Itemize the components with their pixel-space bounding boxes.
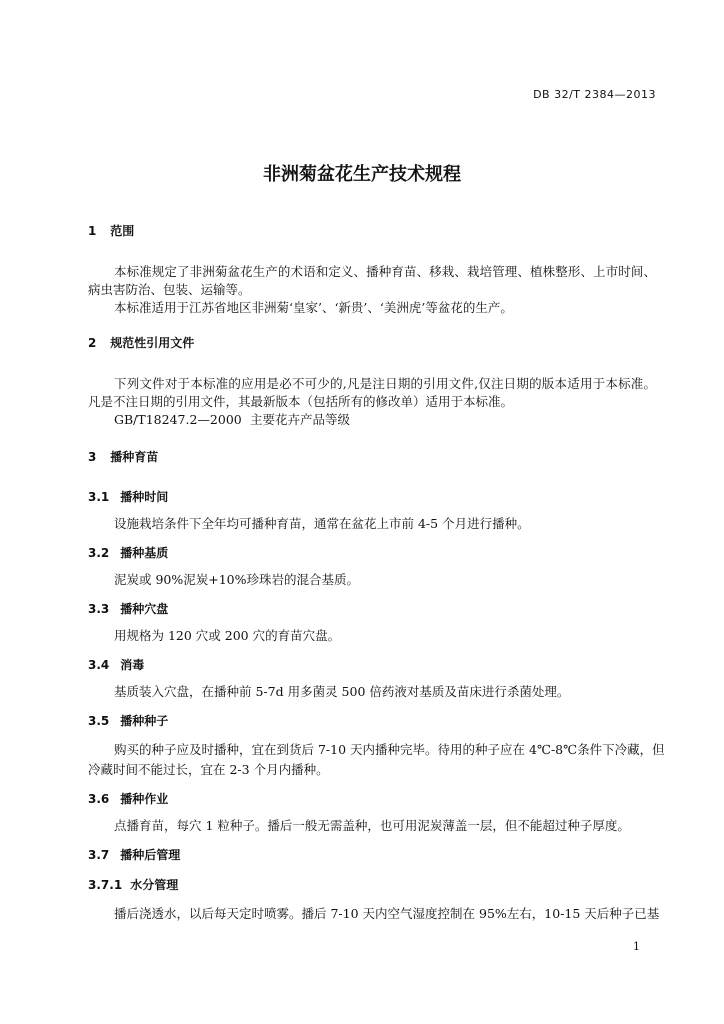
section-title: 播种基质 — [120, 546, 169, 560]
standard-number: DB 32/T 2384—2013 — [533, 88, 656, 101]
section-heading-1 — [88, 222, 134, 239]
section-title: 播种后管理 — [120, 848, 181, 862]
section-number: 1 — [88, 224, 97, 238]
section-number: 3.1 — [88, 490, 110, 504]
section-title: 规范性引用文件 — [110, 336, 195, 350]
section-number: 3.3 — [88, 602, 110, 616]
section-title: 水分管理 — [130, 878, 179, 892]
section-number: 3.6 — [88, 792, 110, 806]
reference-code: GB/T18247.2—2000 — [114, 412, 242, 427]
document-title: 非洲菊盆花生产技术规程 — [263, 164, 461, 185]
subsection-heading-3-6 — [88, 790, 168, 807]
paragraph-line: 病虫害防治、包装、运输等。 — [88, 282, 251, 297]
section-title: 播种育苗 — [110, 450, 159, 464]
subsection-heading-3-1 — [88, 488, 168, 505]
section-number: 3.4 — [88, 658, 110, 672]
section-title: 播种种子 — [120, 714, 169, 728]
subsection-heading-3-3 — [88, 600, 168, 617]
section-title: 消毒 — [120, 658, 145, 672]
section-number: 3 — [88, 450, 97, 464]
section-number: 3.2 — [88, 546, 110, 560]
section-title: 播种穴盘 — [120, 602, 169, 616]
subsection-heading-3-2 — [88, 544, 168, 561]
subsection-heading-3-4 — [88, 656, 144, 673]
subsection-heading-3-7 — [88, 846, 180, 863]
paragraph-line: 基质装入穴盘，在播种前 5-7d 用多菌灵 500 倍药液对基质及苗床进行杀菌处理。 — [114, 684, 570, 699]
section-title: 播种作业 — [120, 792, 169, 806]
section-number: 2 — [88, 336, 97, 350]
section-heading-2 — [88, 334, 194, 351]
section-title: 播种时间 — [120, 490, 169, 504]
paragraph-line: 用规格为 120 穴或 200 穴的育苗穴盘。 — [114, 628, 341, 643]
paragraph-line: 播后浇透水，以后每天定时喷雾。播后 7-10 天内空气湿度控制在 95%左右，10-15 天后种子已基 — [114, 906, 660, 921]
paragraph-line: 本标准规定了非洲菊盆花生产的术语和定义、播种育苗、移栽、栽培管理、植株整形、上市时间、 — [114, 264, 656, 279]
paragraph-line: 本标准适用于江苏省地区非洲菊‘皇家’、‘新贵’、‘美洲虎’等盆花的生产。 — [114, 300, 513, 315]
section-number: 3.7 — [88, 848, 110, 862]
paragraph-line: 泥炭或 90%泥炭+10%珍珠岩的混合基质。 — [114, 572, 360, 587]
paragraph-line: 下列文件对于本标准的应用是必不可少的,凡是注日期的引用文件,仅注日期的版本适用于本标准。 — [114, 376, 656, 391]
normative-reference — [114, 410, 350, 428]
subsection-heading-3-7-1 — [88, 876, 178, 893]
section-title: 范围 — [110, 224, 135, 238]
section-number: 3.7.1 — [88, 878, 123, 892]
page-number: 1 — [633, 940, 640, 953]
paragraph-line: 设施栽培条件下全年均可播种育苗，通常在盆花上市前 4-5 个月进行播种。 — [114, 516, 530, 531]
section-number: 3.5 — [88, 714, 110, 728]
section-heading-3 — [88, 448, 158, 465]
paragraph-line: 点播育苗，每穴 1 粒种子。播后一般无需盖种，也可用泥炭薄盖一层，但不能超过种子厚度。 — [114, 818, 630, 833]
subsection-heading-3-5 — [88, 712, 168, 729]
paragraph-line: 冷藏时间不能过长，宜在 2-3 个月内播种。 — [88, 762, 329, 777]
paragraph-line: 购买的种子应及时播种，宜在到货后 7-10 天内播种完毕。待用的种子应在 4℃-8℃条件下冷藏，但 — [114, 742, 665, 757]
reference-title: 主要花卉产品等级 — [249, 412, 350, 427]
paragraph-line: 凡是不注日期的引用文件，其最新版本（包括所有的修改单）适用于本标准。 — [88, 394, 514, 409]
